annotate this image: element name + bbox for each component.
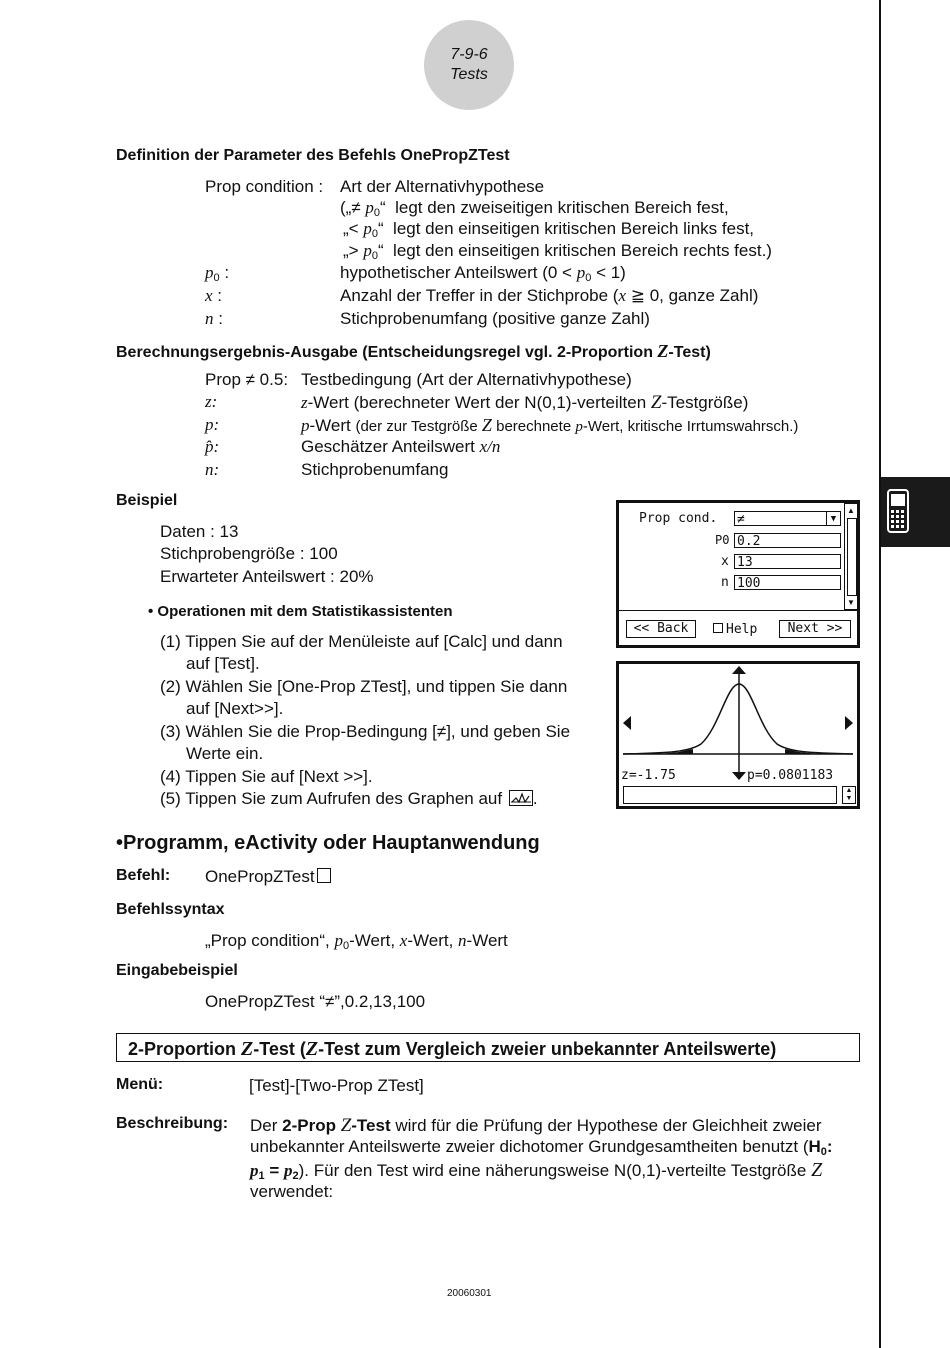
footer-code: 20060301: [447, 1288, 492, 1299]
syntax-heading: Befehlssyntax: [116, 901, 225, 918]
step-3b: Werte ein.: [186, 744, 264, 763]
n-label: n :: [205, 309, 223, 328]
step-2b: auf [Next>>].: [186, 699, 284, 718]
n-desc: Stichprobenumfang (positive ganze Zahl): [340, 309, 650, 328]
prop-line-neq: („≠ $p_0“$ legt den zweiseitigen kritischen Bereich fest,: [340, 198, 729, 219]
step-5: (5) Tippen Sie zum Aufrufen des Graphen auf .: [160, 789, 538, 808]
prop-condition-label: Prop condition :: [205, 177, 324, 196]
density-curve: [623, 684, 853, 754]
desc-line-4: verwendet:: [250, 1182, 334, 1201]
befehl-value: OnePropZTest: [205, 867, 331, 887]
desc-line-3: $p_1 = p_2$). Für den Test wird eine näherungsweise N(0,1)-verteilte Testgröße Z: [250, 1159, 823, 1182]
results-heading: Berechnungsergebnis-Ausgabe (Entscheidungsregel vgl. 2-Proportion Z-Test): [116, 341, 711, 361]
result-z-desc: z-Wert (berechneter Wert der N(0,1)-verteilten Z-Testgröße): [301, 392, 749, 413]
x-label: x :: [205, 286, 222, 305]
scroll-thumb[interactable]: [847, 518, 857, 596]
params-heading: Definition der Parameter des Befehls OnePropZTest: [116, 147, 510, 164]
prop-line-gt: „> $p_0“$ legt den einseitigen kritischen Bereich rechts fest.): [343, 241, 772, 262]
section-number: 7-9-6: [450, 46, 488, 63]
result-prop-desc: Testbedingung (Art der Alternativhypothese): [301, 370, 632, 389]
n-field-label: n: [721, 575, 729, 590]
p0-label: $p_0$ :: [205, 263, 230, 284]
example-heading: Beispiel: [116, 492, 178, 509]
calculator-icon: [881, 477, 950, 547]
graph-icon: [509, 790, 533, 806]
result-n-desc: Stichprobenumfang: [301, 460, 449, 479]
prop-condition-desc: Art der Alternativhypothese: [340, 177, 545, 196]
page-badge: [424, 20, 514, 110]
down-arrow-icon[interactable]: [732, 772, 746, 780]
befehl-label: Befehl:: [116, 867, 171, 884]
result-p-label: p:: [205, 415, 220, 434]
menu-label: Menü:: [116, 1076, 164, 1093]
x-field-label: x: [721, 554, 729, 569]
desc-label: Beschreibung:: [116, 1115, 229, 1132]
result-n-label: n:: [205, 460, 220, 479]
n-input[interactable]: 100: [734, 575, 841, 590]
wizard-screen: [616, 500, 860, 648]
scroll-down-icon[interactable]: ▼: [847, 598, 855, 607]
step-1a: (1) Tippen Sie auf der Menüleiste auf [Calc] und dann: [160, 632, 563, 651]
desc-line-1: Der 2-Prop Z-Test wird für die Prüfung der Hypothese der Gleichheit zweier: [250, 1115, 822, 1136]
desc-line-2: unbekannter Anteilswerte zweier dichotomer Grundgesamtheiten benutzt ($H_0$:: [250, 1137, 833, 1158]
example-data: Daten : 13: [160, 522, 239, 541]
example-expected: Erwarteter Anteilswert : 20%: [160, 567, 374, 586]
input-heading: Eingabebeispiel: [116, 962, 238, 979]
x-input[interactable]: 13: [734, 554, 841, 569]
result-p-desc: p-Wert (der zur Testgröße Z berechnete p-Wert, kritische Irrtumswahrsch.): [301, 415, 799, 435]
prop-line-lt: „< $p_0“$ legt den einseitigen kritischen Bereich links fest,: [343, 219, 755, 240]
result-prop-label: Prop ≠ 0.5:: [205, 370, 289, 389]
p0-input[interactable]: 0.2: [734, 533, 841, 548]
example-size: Stichprobengröße : 100: [160, 544, 338, 563]
z-readout: z=-1.75: [621, 768, 676, 783]
next-button[interactable]: Next >>: [779, 620, 851, 638]
input-example: OnePropZTest “≠”,0.2,13,100: [205, 992, 426, 1011]
chapter-tab: [881, 477, 950, 547]
normal-curve-graph[interactable]: [619, 664, 857, 784]
p0-field-label: P0: [715, 533, 730, 547]
step-3a: (3) Wählen Sie die Prop-Bedingung [≠], und geben Sie: [160, 722, 571, 741]
chevron-down-icon[interactable]: ▼: [826, 512, 840, 525]
section-title-box: [116, 1033, 860, 1062]
ops-heading: • Operationen mit dem Statistikassistenten: [148, 603, 453, 620]
scrollbar[interactable]: [844, 503, 858, 610]
result-z-label: z:: [205, 392, 218, 411]
help-checkbox[interactable]: Help: [713, 622, 757, 637]
syntax-value: „Prop condition“, $p_0$-Wert, x-Wert, n-Wert: [205, 931, 508, 952]
graph-screen: [616, 661, 860, 809]
chapter-name: Tests: [450, 66, 488, 83]
step-1b: auf [Test].: [186, 654, 260, 673]
p-readout: p=0.0801183: [747, 768, 834, 783]
p0-desc: hypothetischer Anteilswert $(0 < p_0 < 1)$: [340, 263, 626, 284]
divider: [619, 610, 857, 611]
back-button[interactable]: << Back: [626, 620, 696, 638]
prop-cond-select[interactable]: ≠ ▼: [734, 511, 841, 526]
right-margin-rule: [879, 0, 881, 1348]
right-arrow-icon[interactable]: [845, 716, 853, 730]
prop-cond-label: Prop cond.: [639, 511, 718, 526]
program-heading: •Programm, eActivity oder Hauptanwendung: [116, 832, 540, 854]
step-2a: (2) Wählen Sie [One-Prop ZTest], und tippen Sie dann: [160, 677, 568, 696]
up-arrow-icon[interactable]: [732, 666, 746, 674]
section-title: 2-Proportion Z-Test (Z-Test zum Vergleich zweier unbekannter Anteilswerte): [128, 1038, 777, 1060]
step-4: (4) Tippen Sie auf [Next >>].: [160, 767, 373, 786]
left-arrow-icon[interactable]: [623, 716, 631, 730]
menu-value: [Test]-[Two-Prop ZTest]: [249, 1076, 424, 1095]
checkbox-icon[interactable]: [713, 623, 723, 633]
spin-buttons[interactable]: ▲ ▼: [842, 786, 856, 804]
message-bar: [623, 786, 837, 804]
result-phat-label: p̂:: [205, 437, 220, 456]
scroll-up-icon[interactable]: ▲: [847, 506, 855, 515]
x-desc: Anzahl der Treffer in der Stichprobe (x ≧ 0, ganze Zahl): [340, 286, 759, 305]
space-box-icon: [317, 868, 331, 883]
result-phat-desc: Geschätzer Anteilswert x/n: [301, 437, 501, 456]
